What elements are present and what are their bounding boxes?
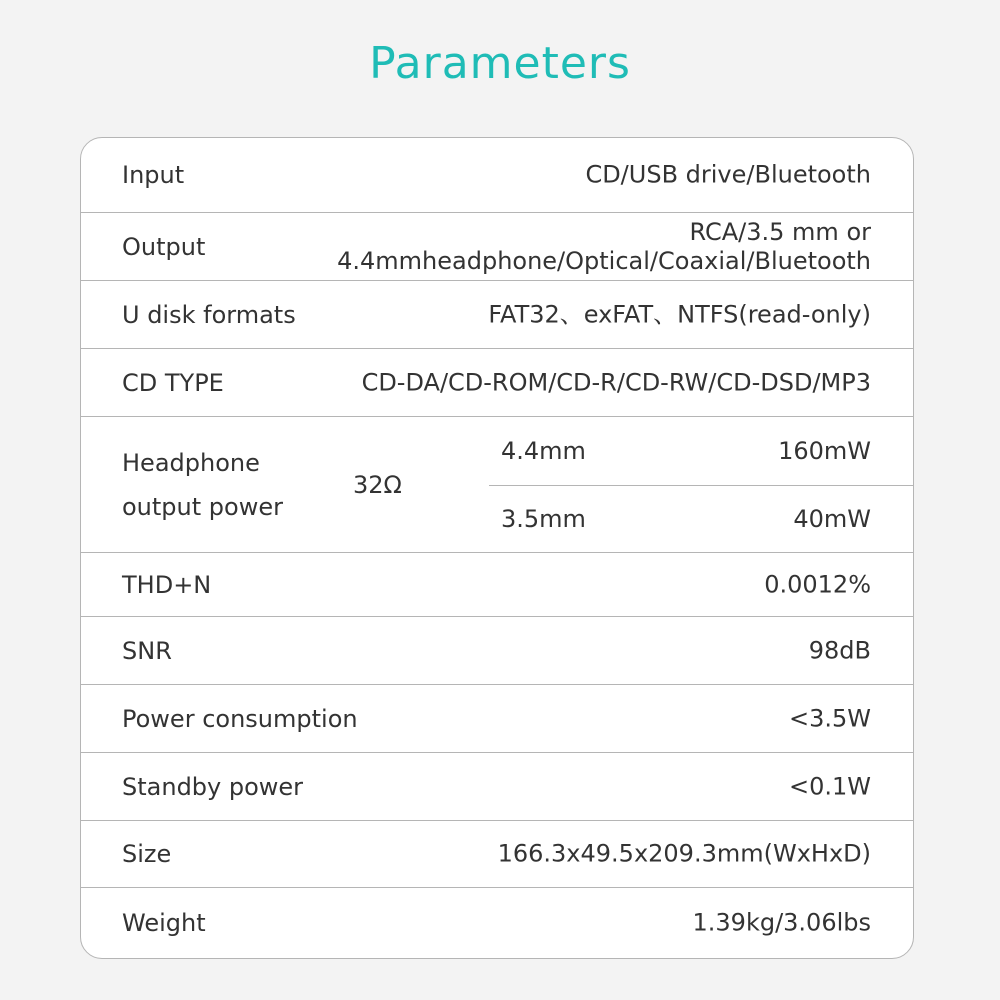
- row-thd: [81, 553, 914, 617]
- row-value: 98dB: [808, 636, 871, 664]
- row-standby-power: [81, 753, 914, 821]
- impedance-value: 32Ω: [353, 471, 402, 499]
- power-value: 40mW: [793, 505, 871, 533]
- jack-label: 3.5mm: [501, 505, 586, 533]
- row-value: <3.5W: [788, 704, 871, 732]
- parameters-table: [80, 137, 914, 959]
- row-input: [81, 138, 914, 213]
- row-cdtype: [81, 349, 914, 417]
- row-label-line: output power: [122, 492, 283, 521]
- row-value: CD-DA/CD-ROM/CD-R/CD-RW/CD-DSD/MP3: [361, 368, 871, 396]
- row-label: Output: [122, 232, 206, 261]
- row-value: 166.3x49.5x209.3mm(WxHxD): [497, 839, 871, 868]
- power-value: 160mW: [778, 437, 871, 465]
- row-label: Size: [122, 840, 172, 868]
- row-headphone: [81, 417, 914, 553]
- row-label-line: Headphone: [122, 448, 260, 477]
- row-value: 0.0012%: [764, 570, 871, 598]
- row-label: Weight: [122, 909, 206, 937]
- row-weight: [81, 888, 914, 958]
- row-value: 1.39kg/3.06lbs: [692, 908, 871, 937]
- row-value: CD/USB drive/Bluetooth: [585, 160, 871, 189]
- sub-divider: [489, 485, 914, 486]
- row-power-consumption: [81, 685, 914, 753]
- row-value: FAT32、exFAT、NTFS(read-only): [488, 300, 871, 328]
- row-output: [81, 213, 914, 281]
- row-size: [81, 821, 914, 888]
- page-title: Parameters: [369, 38, 631, 89]
- row-label: THD+N: [122, 570, 212, 599]
- row-label: Power consumption: [122, 704, 358, 733]
- row-label: U disk formats: [122, 300, 296, 329]
- row-label: CD TYPE: [122, 368, 224, 397]
- row-udisk: [81, 281, 914, 349]
- row-value: <0.1W: [788, 772, 871, 800]
- row-label: SNR: [122, 636, 172, 665]
- row-value-line: 4.4mmheadphone/Optical/Coaxial/Bluetooth: [337, 246, 871, 275]
- row-value: [337, 218, 871, 276]
- row-label: Standby power: [122, 772, 304, 801]
- row-snr: [81, 617, 914, 685]
- row-label: [122, 441, 283, 529]
- row-label: Input: [122, 161, 185, 189]
- jack-label: 4.4mm: [501, 437, 586, 465]
- row-value-line: RCA/3.5 mm or: [689, 217, 871, 246]
